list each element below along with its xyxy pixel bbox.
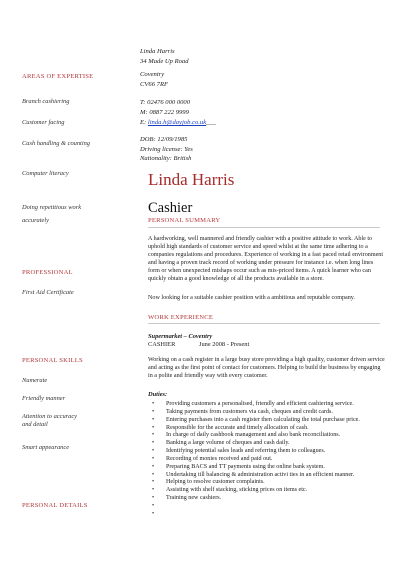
sidebar-item-accurately: accurately [22,217,49,224]
dates: June 2008 - Present [199,341,250,348]
job-title: Cashier [148,200,193,216]
summary-paragraph: A hardworking, well mannered and friendly cashier with a positive attitude to work. Able to uphold high standards of customer service and speed whilst at the same time adhering to a companies regulations and procedures. Experience of working in a fast paced retail environment and having a proven track record of working under pressure for instance i.e. when long lines form or when unexpected mishaps occur such as mis-priced items. A quick learner who can quickly obtain a good knowledge of all the products available in a store. [148,236,384,282]
summary-heading: PERSONAL SUMMARY [148,217,221,224]
details-heading: PERSONAL DETAILS [22,502,88,509]
list-item: • Entering purchases into a cash register then calculating the total purchase price. [148,417,388,425]
role-description: Working on a cash register in a large busy store providing a high quality, customer driven service and acting as the first point of contact for customers. Helping to build the business by engaging in a polite and friendly way with every customer. [148,357,385,379]
sidebar-item-attention-accuracy: Attention to accuracy [22,413,78,420]
sidebar-item-repetitious-work: Doing repetitious work [22,204,82,211]
contact-nationality: Nationality: British [140,155,192,162]
sidebar-item-branch-cashiering: Branch cashiering [22,98,70,105]
sidebar-item-cash-handling: Cash handling & counting [22,140,90,147]
contact-email-suffix: ___ [206,119,217,126]
contact-address: 34 Made Up Road [140,58,189,65]
experience-heading: WORK EXPERIENCE [148,314,214,321]
contact-name: Linda Harris [140,48,175,55]
list-item: • Identifying potential sales leads and referring them to colleagues. [148,448,388,456]
contact-mobile: M: 0887 222 9999 [140,109,189,116]
areas-heading: AREAS OF EXPERTISE [22,73,94,80]
list-item: • Providing customers a personalised, friendly and efficient cashiering service. [148,401,388,409]
employer: Supermarket – Coventry [148,333,213,340]
experience-divider [148,323,380,324]
sidebar-item-numerate: Numerate [22,377,48,384]
list-item: • Banking a large volume of cheques and cash daily. [148,440,388,448]
full-name: Linda Harris [148,170,235,189]
list-item: • Recording of monies received and paid out. [148,456,388,464]
contact-city: Coventry [140,71,165,78]
sidebar-item-customer-facing: Customer facing [22,119,65,126]
list-item: • In charge of daily cashbook management and also bank reconciliations. [148,432,388,440]
contact-phone: T: 02476 000 0000 [140,99,191,106]
list-item: • Helping to resolve customer complaints. [148,479,388,487]
contact-email-prefix: E: [140,119,147,126]
sidebar-item-and-detail: and detail [22,421,48,428]
list-item [148,511,388,519]
list-item: • Undertaking till balancing & administration activi ties in an efficient manner. [148,472,388,480]
list-item: • Assisting with shelf stacking, sticking prices on items etc. [148,487,388,495]
skills-heading: PERSONAL SKILLS [22,357,83,364]
list-item: • Training new cashiers. [148,495,388,503]
summary-goal: Now looking for a suitable cashier position with a ambitious and reputable company. [148,295,355,301]
duties-list [148,401,388,519]
list-item: • Preparing BACS and TT payments using the online bank system. [148,464,388,472]
sidebar-item-first-aid: First Aid Certificate [22,289,74,296]
email-link[interactable]: linda.h@dayjob.co.uk [147,119,207,126]
contact-license: Driving license: Yes [140,146,193,153]
sidebar-item-friendly-manner: Friendly manner [22,395,66,402]
duties-heading: Duties: [148,391,168,398]
list-item: • Responsible for the accurate and timely allocation of cash. [148,425,388,433]
sidebar-item-smart-appearance: Smart appearance [22,444,70,451]
summary-divider [148,227,380,228]
professional-heading: PROFESSIONAL [22,269,73,276]
list-item [148,503,388,511]
contact-postcode: CV66 7RF [140,81,169,88]
contact-dob: DOB: 12/09/1985 [140,136,188,143]
list-item: • Taking payments from customers via cash, cheques and credit cards. [148,409,388,417]
sidebar-item-computer-literacy: Computer literacy [22,170,69,177]
contact-email-row [140,118,216,127]
role: CASHIER [148,341,176,348]
